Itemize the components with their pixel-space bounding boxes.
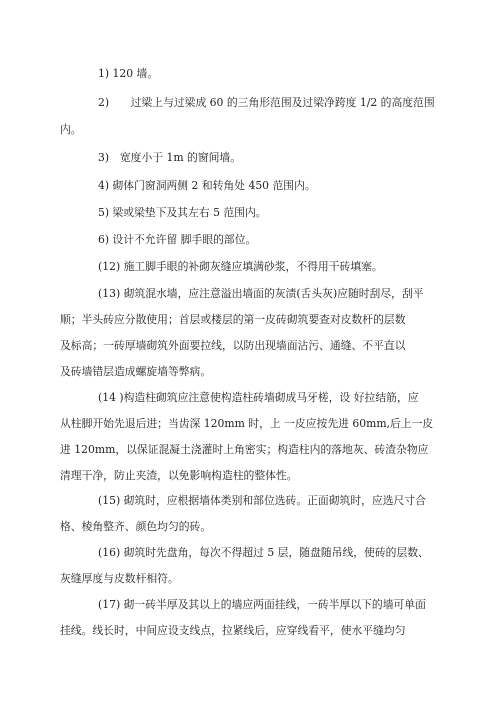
paragraph-line: 及砖墙错层造成螺旋墙等弊病。 xyxy=(60,365,212,378)
paragraph-line: 格、棱角整齐、颜色均匀的砖。 xyxy=(60,520,212,533)
paragraph-line: 1) 120 墙。 xyxy=(98,67,159,80)
paragraph-line: 清理干净，防止夹渣，以免影响构造柱的整体性。 xyxy=(60,469,298,482)
paragraph-line: 2) 过梁上与过梁成 60 的三角形范围及过梁净跨度 1/2 的高度范围 xyxy=(98,96,435,109)
paragraph-line: (14 )构造柱砌筑应注意使构造柱砖墙砌成马牙槎，设 好拉结筋，应 xyxy=(98,391,419,404)
paragraph-line: 进 120mm，以保证混凝土浇灌时上角密实；构造柱内的落地灰、砖渣杂物应 xyxy=(60,443,429,456)
paragraph-line: 从柱脚开始先退后进；当齿深 120mm 时，上 一皮应按先进 60mm,后上一皮 xyxy=(60,417,434,430)
paragraph-line: 5) 梁或梁垫下及其左右 5 范围内。 xyxy=(98,206,267,219)
paragraph-line: 3) 宽度小于 1m 的窗间墙。 xyxy=(98,151,242,164)
paragraph-line: 4) 砌体门窗洞两侧 2 和转角处 450 范围内。 xyxy=(98,179,316,192)
paragraph-line: 灰缝厚度与皮数杆相符。 xyxy=(60,572,179,585)
paragraph-line: 内。 xyxy=(60,123,82,136)
paragraph-line: (12) 施工脚手眼的补砌灰缝应填满砂浆，不得用干砖填塞。 xyxy=(98,260,383,273)
paragraph-line: (16) 砌筑时先盘角，每次不得超过 5 层，随盘随吊线，使砖的层数、 xyxy=(98,546,429,559)
paragraph-line: 顺；半头砖应分散使用；首层或楼层的第一皮砖砌筑要查对皮数杆的层数 xyxy=(60,313,406,326)
paragraph-line: (17) 砌一砖半厚及其以上的墙应两面挂线，一砖半厚以下的墙可单面 xyxy=(98,598,426,611)
paragraph-line: 6) 设计不允许留 脚手眼的部位。 xyxy=(98,233,257,246)
paragraph-line: (15) 砌筑时，应根据墙体类别和部位选砖。正面砌筑时，应选尺寸合 xyxy=(98,494,426,507)
paragraph-line: (13) 砌筑混水墙，应注意溢出墙面的灰渍(舌头灰)应随时刮尽，刮平 xyxy=(98,287,424,300)
paragraph-line: 挂线。线长时，中间应设支线点，拉紧线后，应穿线看平，使水平缝均匀 xyxy=(60,624,406,637)
paragraph-line: 及标高；一砖厚墙砌筑外面要拉线，以防出现墙面沾污、通缝、不平直以 xyxy=(60,339,406,352)
